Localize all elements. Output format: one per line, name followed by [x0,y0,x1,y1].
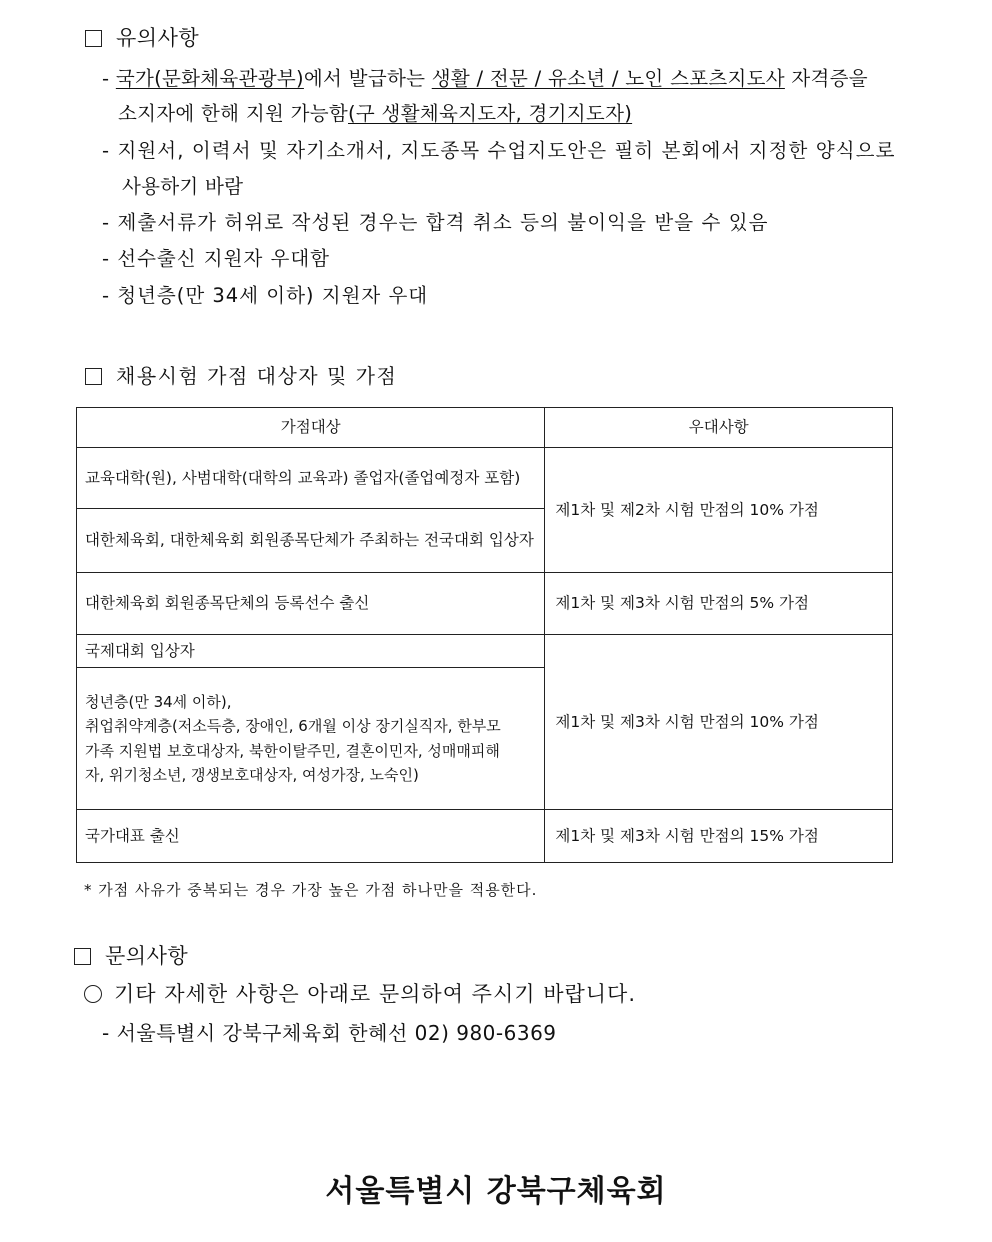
notes-item-2-line-1 [102,135,896,163]
notes-item-2-line-2 [122,171,243,199]
benefit-cell: 제1차 및 제2차 시험 만점의 10% 가점 [545,448,893,573]
target-cell [77,668,545,810]
benefit-cell: 제1차 및 제3차 시험 만점의 5% 가점 [545,573,893,635]
bullet-dash: - [102,211,118,234]
notes-section-title [85,22,199,52]
notes-item-1-part-e: 소지자에 한해 지원 가능함 [118,102,349,125]
table-row [77,573,893,635]
notes-item-4 [102,243,330,271]
target-line: 가족 지원법 보호대상자, 북한이탈주민, 결혼이민자, 성매매피해 [85,741,500,760]
target-line: 청년층(만 34세 이하), [85,692,232,711]
notes-item-3-text: 제출서류가 허위로 작성된 경우는 합격 취소 등의 불이익을 받을 수 있음 [117,211,769,234]
header-target: 가점대상 [77,408,545,448]
inquiry-text: 기타 자세한 사항은 아래로 문의하여 주시기 바랍니다. [114,982,637,1006]
bullet-dash: - [102,247,118,270]
notes-item-1-part-b: 에서 발급하는 [303,67,432,90]
bullet-dash: - [102,284,118,307]
header-benefit: 우대사항 [545,408,893,448]
inquiry-line-2: - 서울특별시 강북구체육회 한혜선 02) 980-6369 [102,1021,557,1045]
target-cell: 국가대표 출신 [77,810,545,863]
table-header-row [77,408,893,448]
notes-item-5-text: 청년층(만 34세 이하) 지원자 우대 [117,284,429,307]
bonus-section-title [85,360,397,389]
bonus-table [76,407,893,863]
target-line: 취업취약계층(저소득층, 장애인, 6개월 이상 장기실직자, 한부모 [85,717,501,736]
notes-item-1-part-d: 자격증을 [784,67,868,90]
notes-title-text: 유의사항 [116,26,200,50]
notes-item-4-text: 선수출신 지원자 우대함 [117,247,331,270]
target-line: 자, 위기청소년, 갱생보호대상자, 여성가장, 노숙인) [85,765,419,784]
inquiry-title-text: 문의사항 [105,944,189,968]
checkbox-square-icon [74,948,91,965]
bonus-footnote: * 가점 사유가 중복되는 경우 가장 높은 가점 하나만을 적용한다. [84,881,538,899]
notes-item-5 [102,280,428,308]
table-row [77,635,893,668]
bonus-title-text: 채용시험 가점 대상자 및 가점 [116,364,398,388]
notes-item-2-text-cont: 사용하기 바람 [122,175,244,198]
notes-item-1-line-1 [102,63,868,91]
benefit-cell: 제1차 및 제3차 시험 만점의 10% 가점 [545,635,893,810]
table-row [77,810,893,863]
target-cell: 교육대학(원), 사범대학(대학의 교육과) 졸업자(졸업예정자 포함) [77,448,545,509]
inquiry-section-title [74,940,188,970]
checkbox-square-icon [85,30,102,47]
benefit-cell: 제1차 및 제3차 시험 만점의 15% 가점 [545,810,893,863]
notes-item-1-part-a: 국가(문화체육관광부) [115,67,304,90]
notes-item-2-text: 지원서, 이력서 및 자기소개서, 지도종목 수업지도안은 필히 본회에서 지정한 양식으로 [117,139,896,162]
circle-bullet-icon [84,985,102,1003]
notes-item-1-line-2 [118,98,632,126]
organization-name: 서울특별시 강북구체육회 [325,1174,667,1209]
target-cell: 대한체육회, 대한체육회 회원종목단체가 주최하는 전국대회 입상자 [77,509,545,573]
notes-item-3 [102,207,769,235]
target-cell: 대한체육회 회원종목단체의 등록선수 출신 [77,573,545,635]
notes-item-1-part-c: 생활 / 전문 / 유소년 / 노인 스포츠지도사 [431,67,785,90]
target-cell: 국제대회 입상자 [77,635,545,668]
checkbox-square-icon [85,368,102,385]
table-row [77,448,893,509]
bullet-dash: - [102,139,118,162]
inquiry-line-1 [84,978,636,1008]
notes-item-1-part-f: (구 생활체육지도자, 경기지도자) [348,102,633,125]
bullet-dash: - [102,67,116,90]
